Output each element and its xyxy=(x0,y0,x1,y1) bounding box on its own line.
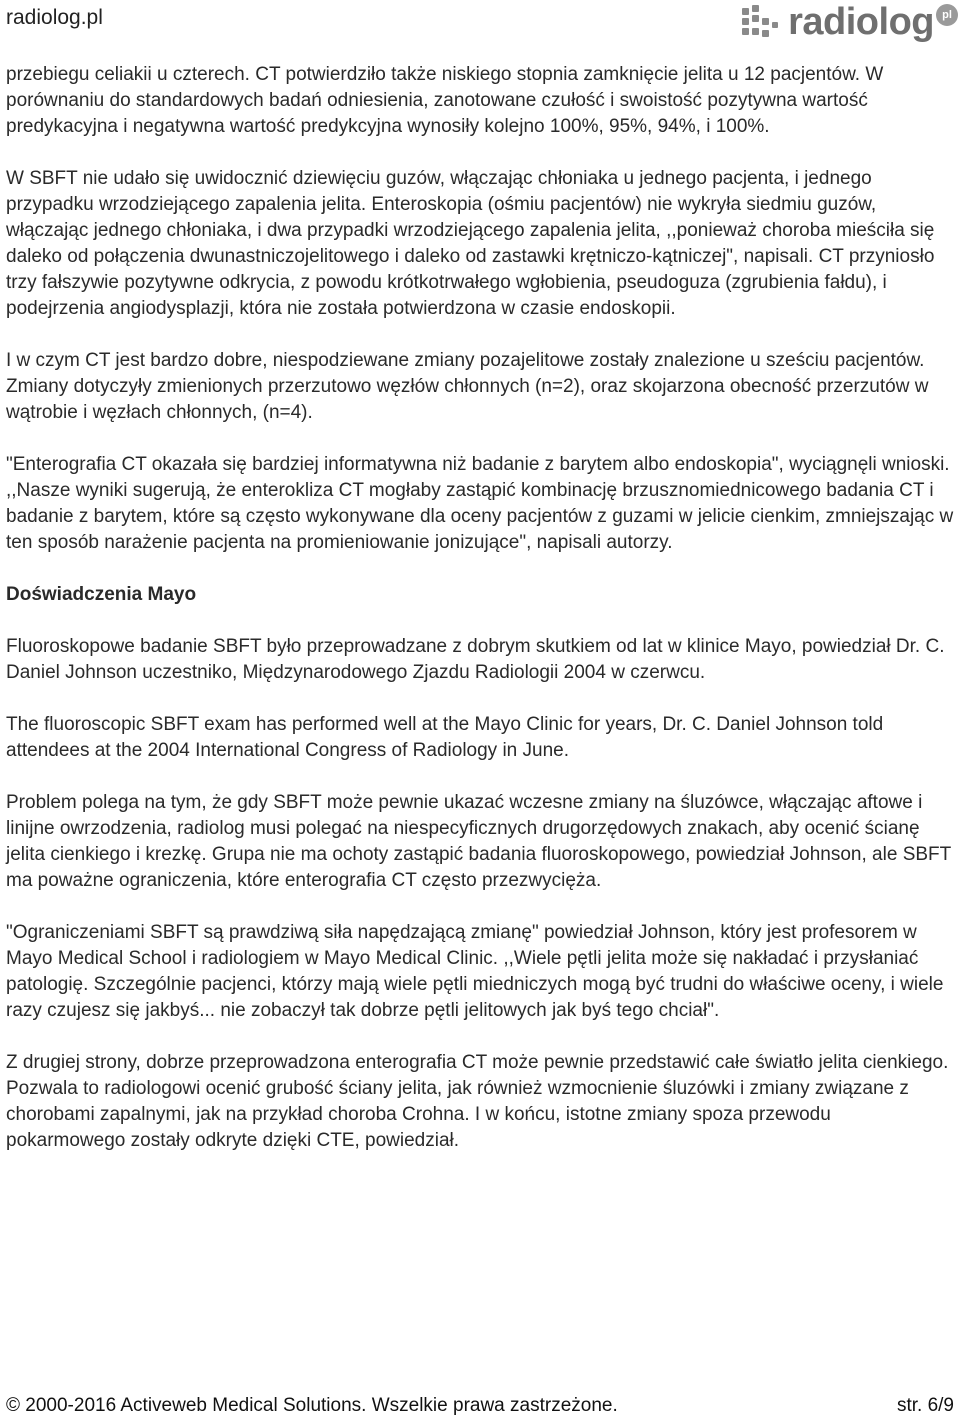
section-paragraph: The fluoroscopic SBFT exam has performed well at the Mayo Clinic for years, Dr. C. Daniel Johnson told attendees at the 2004 International Congress of Radiology in June. xyxy=(6,714,884,761)
section-paragraph: "Ograniczeniami SBFT są prawdziwą siła napędzającą zmianę" powiedział Johnson, który jest profesorem w Mayo Medical School i radiologiem w Mayo Medical Clinic. ,,Wiele pętli jelita może się nakładać i przysłaniać patologię. Szczególnie pacjenci, którzy mają wiele pętli miedniczych mogą być trudni do właściwe oceny, i wiele razy czujesz się jakbyś... nie zobaczył tak dobrze pętli jelitowych jak byś tego chciał". xyxy=(6,922,944,1021)
article-paragraph: W SBFT nie udało się uwidocznić dziewięciu guzów, włączając chłoniaka u jednego pacjenta, i jednego przypadku wrzodziejącego zapalenia jelita. Enteroskopia (ośmiu pacjentów) nie wykryła siedmiu guzów, włączając jednego chłoniaka, i dwa przypadki wrzodziejącego zapalenia jelita, ,,ponieważ choroba mieściła się daleko od połączenia dwunastniczojelitowego i daleko od zastawki krętniczo-kątniczej", napisali. CT przyniosło trzy fałszywie pozytywne odkrycia, z powodu krótkotrwałego wgłobienia, pseudoguza (zgrubienia fałdu), i podejrzenia angiodysplazji, która nie została potwierdzona w czasie endoskopii. xyxy=(6,168,935,319)
logo-text: radiolog xyxy=(788,1,934,43)
article-paragraph: I w czym CT jest bardzo dobre, niespodziewane zmiany pozajelitowe zostały znalezione u sześciu pacjentów. Zmiany dotyczyły zmienionych przerzutowo węzłów chłonnych (n=2), oraz skojarzona obecność przerzutów w wątrobie i węzłach chłonnych, (n=4). xyxy=(6,350,929,423)
page-number: str. 6/9 xyxy=(896,1395,954,1416)
copyright-text: © 2000-2016 Activeweb Medical Solutions. Wszelkie prawa zastrzeżone. xyxy=(6,1395,618,1416)
logo-dots-icon xyxy=(738,2,782,42)
article-paragraph: przebiegu celiakii u czterech. CT potwierdziło także niskiego stopnia zamknięcie jelita u 12 pacjentów. W porównaniu do standardowych badań odniesienia, zanotowane czułość i swoistość pozytywna wartość predykacyjna i negatywna wartość predykcyjna wynosiły kolejno 100%, 95%, 94%, i 100%. xyxy=(6,64,884,137)
logo-pl-badge: pl xyxy=(936,4,958,26)
site-name[interactable]: radiolog.pl xyxy=(6,6,103,29)
section-paragraph: Fluoroskopowe badanie SBFT było przeprowadzane z dobrym skutkiem od lat w klinice Mayo, powiedział Dr. C. Daniel Johnson uczestniko, Międzynarodowego Zjazdu Radiologii 2004 w czerwcu. xyxy=(6,636,945,683)
section-paragraph: Problem polega na tym, że gdy SBFT może pewnie ukazać wczesne zmiany na śluzówce, włączając aftowe i linijne owrzodzenia, radiolog musi polegać na niespecyficznych drugorzędowych znakach, aby ocenić ścianę jelita cienkiego i krezkę. Grupa nie ma ochoty zastąpić badania fluoroskopowego, powiedział Johnson, ale SBFT ma poważne ograniczenia, które enterografia CT często przezwycięża. xyxy=(6,792,951,891)
section-paragraph: Z drugiej strony, dobrze przeprowadzona enterografia CT może pewnie przedstawić całe światło jelita cienkiego. Pozwala to radiologowi ocenić grubość ściany jelita, jak również wzmocnienie śluzówki i zmiany związane z chorobami zapalnymi, jak na przykład choroba Crohna. I w końcu, istotne zmiany spoza przewodu pokarmowego zostały odkryte dzięki CTE, powiedział. xyxy=(6,1052,949,1151)
article-body xyxy=(6,62,954,1180)
article-paragraph: "Enterografia CT okazała się bardziej informatywna niż badanie z barytem albo endoskopia", wyciągnęli wnioski. ,,Nasze wyniki sugerują, że enterokliza CT mogłaby zastąpić kombinację brzusznomiednicowego badania CT i badanie z barytem, które są często wykonywane dla oceny pacjentów z guzami w jelicie cienkim, zmniejszając w ten sposób narażenie pacjenta na promieniowanie jonizujące", napisali autorzy. xyxy=(6,454,954,553)
radiolog-logo[interactable] xyxy=(738,0,958,44)
section-heading: Doświadczenia Mayo xyxy=(6,584,197,605)
page-header xyxy=(0,0,960,50)
